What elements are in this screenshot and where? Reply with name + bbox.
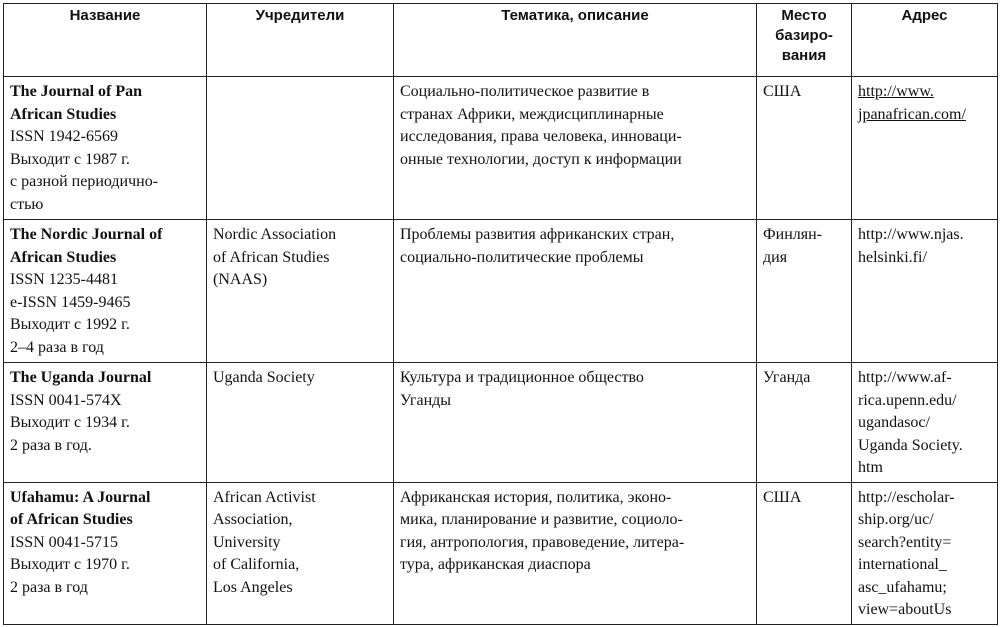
header-place: Место базиро- вания [757, 4, 852, 77]
address-cell [852, 77, 998, 220]
place-cell: Финлян- дия [757, 220, 852, 363]
address-link[interactable]: http://www. [858, 83, 934, 100]
header-row [4, 4, 998, 77]
founders-cell: African Activist Association, University of California, Los Angeles [207, 482, 394, 624]
header-name: Название [4, 4, 207, 77]
topic-cell: Социально-политическое развитие в странах Африки, междисциплинарные исследования, права человека, инноваци- онные технологии, доступ к информации [394, 77, 757, 220]
topic-cell: Африканская история, политика, эконо- мика, планирование и развитие, социоло- гия, антропология, правоведение, литера- тура, африканская диаспора [394, 482, 757, 624]
address-cell: http://escholar- ship.org/uc/ search?entity= international_ asc_ufahamu; view=aboutUs [852, 482, 998, 624]
table-row [4, 77, 998, 220]
founders-cell: Uganda Society [207, 363, 394, 483]
topic-cell: Культура и традиционное общество Уганды [394, 363, 757, 483]
header-founders: Учредители [207, 4, 394, 77]
journal-name-cell: The Nordic Journal of African Studies ISSN 1235-4481 e-ISSN 1459-9465 Выходит с 1992 г. 2–4 раза в год [4, 220, 207, 363]
topic-cell: Проблемы развития африканских стран, социально-политические проблемы [394, 220, 757, 363]
table-row [4, 482, 998, 624]
place-cell: Уганда [757, 363, 852, 483]
journal-name-cell: The Journal of Pan African Studies ISSN 1942-6569 Выходит с 1987 г. с разной периодично- стью [4, 77, 207, 220]
table-row [4, 220, 998, 363]
founders-cell: Nordic Association of African Studies (NAAS) [207, 220, 394, 363]
place-cell: США [757, 77, 852, 220]
header-topic: Тематика, описание [394, 4, 757, 77]
address-cell: http://www.af- rica.upenn.edu/ ugandasoc/ Uganda Society. htm [852, 363, 998, 483]
journal-name-cell: Ufahamu: A Journal of African Studies ISSN 0041-5715 Выходит с 1970 г. 2 раза в год [4, 482, 207, 624]
address-link[interactable]: jpanafrican.com/ [858, 105, 966, 123]
table-row [4, 363, 998, 483]
journal-name-cell: The Uganda Journal ISSN 0041-574X Выходит с 1934 г. 2 раза в год. [4, 363, 207, 483]
place-cell: США [757, 482, 852, 624]
header-address: Адрес [852, 4, 998, 77]
journals-table [3, 3, 998, 625]
address-cell: http://www.njas. helsinki.fi/ [852, 220, 998, 363]
founders-cell [207, 77, 394, 220]
